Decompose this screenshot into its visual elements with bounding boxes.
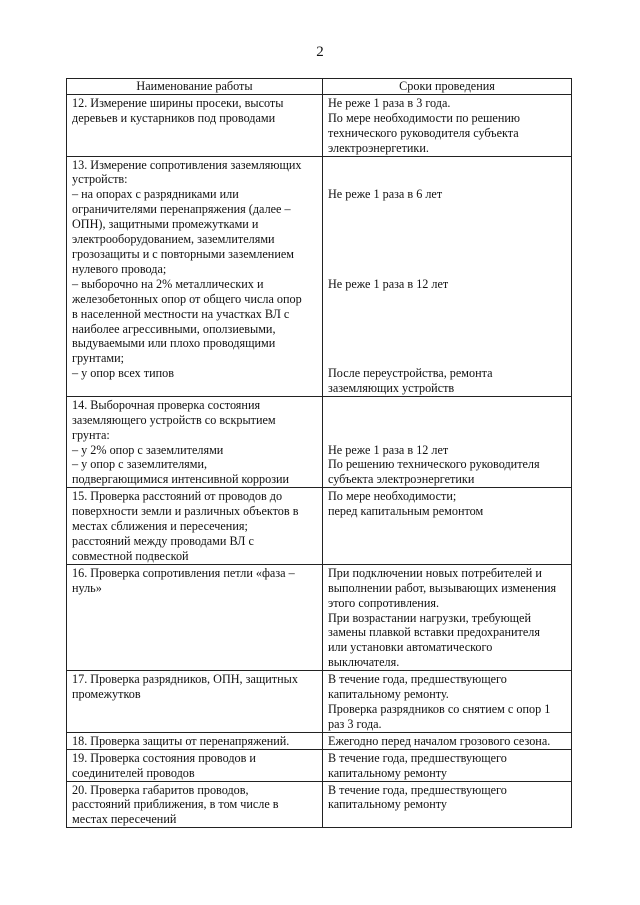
- table-row: [67, 749, 572, 781]
- terms-cell: [323, 732, 572, 749]
- blank-line: [328, 217, 567, 232]
- text-line: в населенной местности на участках ВЛ с: [72, 306, 290, 321]
- terms-cell: [323, 396, 572, 487]
- work-cell: [67, 396, 323, 487]
- text-line: 15. Проверка расстояний от проводов до: [72, 489, 283, 504]
- blank-line: [328, 158, 567, 173]
- blank-line: [328, 306, 567, 321]
- text-line: Не реже 1 раза в 12 лет: [328, 276, 449, 291]
- page-number: 2: [316, 44, 324, 60]
- work-cell: [67, 94, 323, 156]
- table-row: [67, 488, 572, 565]
- text-line: наиболее агрессивными, оползиевыми,: [72, 321, 276, 336]
- text-line: Проверка разрядников со снятием с опор 1: [328, 701, 551, 716]
- text-line: – на опорах с разрядниками или: [72, 187, 239, 202]
- text-line: технического руководителя субъекта: [328, 125, 519, 140]
- table-body: [67, 94, 572, 827]
- text-line: перед капитальным ремонтом: [328, 504, 484, 519]
- text-line: этого сопротивления.: [328, 595, 440, 610]
- terms-cell: [323, 781, 572, 828]
- text-line: раз 3 года.: [328, 716, 382, 731]
- blank-line: [328, 292, 567, 307]
- text-line: грунта:: [72, 427, 110, 442]
- blank-line: [328, 428, 567, 443]
- text-line: Не реже 1 раза в 6 лет: [328, 187, 443, 202]
- blank-line: [328, 321, 567, 336]
- work-cell: [67, 156, 323, 396]
- text-line: После переустройства, ремонта: [328, 366, 493, 381]
- text-line: электрооборудованием, заземлителями: [72, 232, 275, 247]
- work-cell: [67, 671, 323, 733]
- text-line: железобетонных опор от общего числа опор: [72, 291, 302, 306]
- terms-cell: [323, 671, 572, 733]
- text-line: выдуваемыми или плохо проводящими: [72, 336, 276, 351]
- text-line: местах сближения и пересечения;: [72, 519, 248, 534]
- text-line: В течение года, предшествующего: [328, 672, 507, 687]
- text-line: или установки автоматического: [328, 640, 493, 655]
- text-line: заземляющего устройств со вскрытием: [72, 412, 276, 427]
- table-row: [67, 671, 572, 733]
- text-line: ограничителями перенапряжения (далее –: [72, 202, 291, 217]
- text-line: местах пересечений: [72, 812, 177, 827]
- text-line: выполнении работ, вызывающих изменения: [328, 580, 557, 595]
- text-line: деревьев и кустарников под проводами: [72, 110, 276, 125]
- terms-cell: [323, 564, 572, 670]
- terms-cell: [323, 156, 572, 396]
- text-line: По решению технического руководителя: [328, 457, 540, 472]
- blank-line: [328, 262, 567, 277]
- text-line: 13. Измерение сопротивления заземляющих: [72, 157, 302, 172]
- blank-line: [328, 413, 567, 428]
- blank-line: [328, 202, 567, 217]
- text-line: субъекта электроэнергетики: [328, 472, 475, 487]
- text-line: расстояний приближения, в том числе в: [72, 797, 279, 812]
- text-line: – у опор всех типов: [72, 366, 174, 381]
- table-row: [67, 732, 572, 749]
- inspection-schedule-table: [66, 78, 572, 828]
- text-line: устройств:: [72, 172, 128, 187]
- text-line: капитальному ремонту: [328, 797, 447, 812]
- text-line: По мере необходимости по решению: [328, 110, 520, 125]
- header-work-name: Наименование работы: [67, 79, 323, 95]
- text-line: При подключении новых потребителей и: [328, 565, 542, 580]
- table-row: [67, 564, 572, 670]
- text-line: 19. Проверка состояния проводов и: [72, 750, 256, 765]
- text-line: соединителей проводов: [72, 765, 195, 780]
- text-line: По мере необходимости;: [328, 489, 457, 504]
- terms-cell: [323, 94, 572, 156]
- work-cell: [67, 781, 323, 828]
- text-line: замены плавкой вставки предохранителя: [328, 625, 540, 640]
- blank-line: [328, 172, 567, 187]
- text-line: 16. Проверка сопротивления петли «фаза –: [72, 565, 295, 580]
- text-line: 14. Выборочная проверка состояния: [72, 397, 261, 412]
- blank-line: [328, 351, 567, 366]
- text-line: 17. Проверка разрядников, ОПН, защитных: [72, 672, 298, 687]
- terms-cell: [323, 488, 572, 565]
- work-cell: [67, 564, 323, 670]
- text-line: грунтами;: [72, 351, 125, 366]
- text-line: капитальному ремонту.: [328, 687, 449, 702]
- table-header-row: [67, 79, 572, 95]
- text-line: 20. Проверка габаритов проводов,: [72, 782, 249, 797]
- text-line: нулевого провода;: [72, 261, 167, 276]
- text-line: При возрастании нагрузки, требующей: [328, 610, 531, 625]
- text-line: совместной подвеской: [72, 548, 189, 563]
- text-line: грозозащиты и с повторными заземлением: [72, 246, 294, 261]
- text-line: выключателя.: [328, 655, 400, 670]
- text-line: ОПН), защитными промежутками и: [72, 217, 259, 232]
- text-line: Не реже 1 раза в 12 лет: [328, 442, 449, 457]
- blank-line: [328, 247, 567, 262]
- text-line: Не реже 1 раза в 3 года.: [328, 95, 451, 110]
- work-cell: [67, 749, 323, 781]
- text-line: расстояний между проводами ВЛ с: [72, 534, 254, 548]
- text-line: В течение года, предшествующего: [328, 750, 507, 765]
- text-line: поверхности земли и различных объектов в: [72, 504, 299, 519]
- text-line: заземляющих устройств: [328, 380, 455, 395]
- text-line: Ежегодно перед началом грозового сезона.: [328, 733, 551, 748]
- blank-line: [328, 398, 567, 413]
- text-line: подвергающимися интенсивной коррозии: [72, 472, 290, 487]
- text-line: – у опор с заземлителями,: [72, 457, 208, 472]
- table-row: [67, 781, 572, 828]
- table-row: [67, 94, 572, 156]
- text-line: 12. Измерение ширины просеки, высоты: [72, 95, 284, 110]
- text-line: капитальному ремонту: [328, 765, 447, 780]
- text-line: – у 2% опор с заземлителями: [72, 442, 224, 457]
- text-line: электроэнергетики.: [328, 140, 429, 155]
- table-row: [67, 156, 572, 396]
- text-line: В течение года, предшествующего: [328, 782, 507, 797]
- blank-line: [328, 232, 567, 247]
- header-schedule: Сроки проведения: [323, 79, 572, 95]
- text-line: – выборочно на 2% металлических и: [72, 276, 264, 291]
- terms-cell: [323, 749, 572, 781]
- table-row: [67, 396, 572, 487]
- text-line: нуль»: [72, 580, 102, 595]
- work-cell: [67, 732, 323, 749]
- text-line: 18. Проверка защиты от перенапряжений.: [72, 733, 290, 748]
- blank-line: [328, 336, 567, 351]
- work-cell: [67, 488, 323, 565]
- text-line: промежутков: [72, 687, 141, 702]
